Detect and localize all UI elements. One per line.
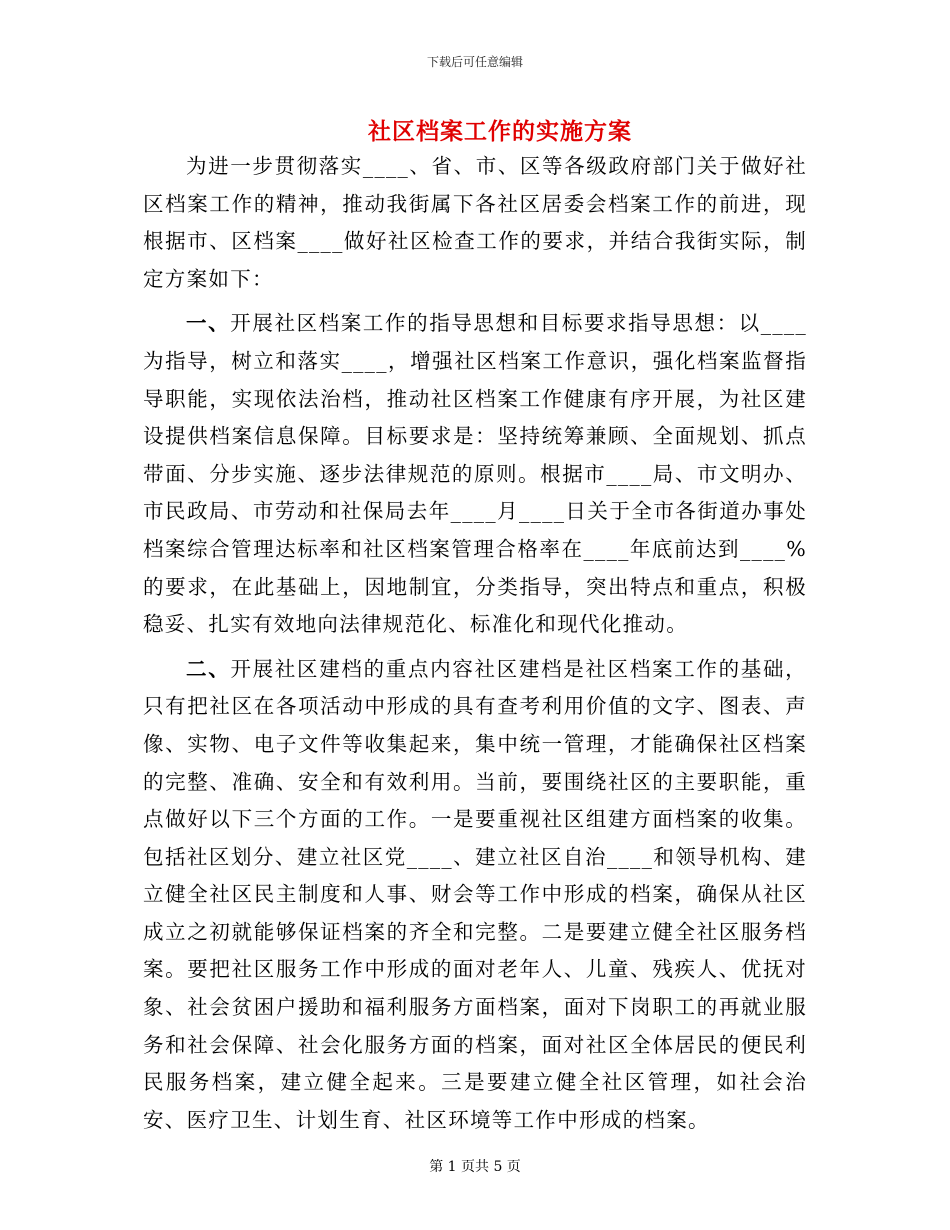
section-1-paragraph (143, 305, 807, 643)
section-2-paragraph (143, 651, 807, 1140)
document-body (143, 148, 807, 1139)
section-2-text: 开展社区建档的重点内容社区建档是社区档案工作的基础，只有把社区在各项活动中形成的具有查考利用价值的文字、图表、声像、实物、电子文件等收集起来，集中统一管理，才能确保社区档案的完整、准确、安全和有效利用。当前，要围绕社区的主要职能，重点做好以下三个方面的工作。一是要重视社区组建方面档案的收集。包括社区划分、建立社区党____、建立社区自治____和领导机构、建立健全社区民主制度和人事、财会等工作中形成的档案，确保从社区成立之初就能够保证档案的齐全和完整。二是要建立健全社区服务档案。要把社区服务工作中形成的面对老年人、儿童、残疾人、优抚对象、社会贫困户援助和福利服务方面档案，面对下岗职工的再就业服务和社会保障、社会化服务方面的档案，面对社区全体居民的便民利民服务档案，建立健全起来。三是要建立健全社区管理，如社会治安、医疗卫生、计划生育、社区环境等工作中形成的档案。 (143, 656, 807, 1132)
page-number-footer: 第 1 页共 5 页 (429, 1159, 521, 1175)
section-1-number: 一、 (186, 311, 231, 336)
section-2-number: 二、 (186, 656, 231, 681)
intro-paragraph: 为进一步贯彻落实____、省、市、区等各级政府部门关于做好社区档案工作的精神，推动我街属下各社区居委会档案工作的前进，现根据市、区档案____做好社区检查工作的要求，并结合我街实际，制定方案如下： (143, 154, 807, 291)
page-header-note: 下载后可任意编辑 (426, 55, 523, 69)
section-1-text: 开展社区档案工作的指导思想和目标要求指导思想：以____为指导，树立和落实____，增强社区档案工作意识，强化档案监督指导职能，实现依法治档，推动社区档案工作健康有序开展，为社区建设提供档案信息保障。目标要求是：坚持统筹兼顾、全面规划、抓点带面、分步实施、逐步法律规范的原则。根据市____局、市文明办、市民政局、市劳动和社保局去年____月____日关于全市各街道办事处档案综合管理达标率和社区档案管理合格率在____年底前达到____%的要求，在此基础上，因地制宜，分类指导，突出特点和重点，积极稳妥、扎实有效地向法律规范化、标准化和现代化推动。 (143, 311, 807, 637)
document-title: 社区档案工作的实施方案 (368, 118, 632, 145)
